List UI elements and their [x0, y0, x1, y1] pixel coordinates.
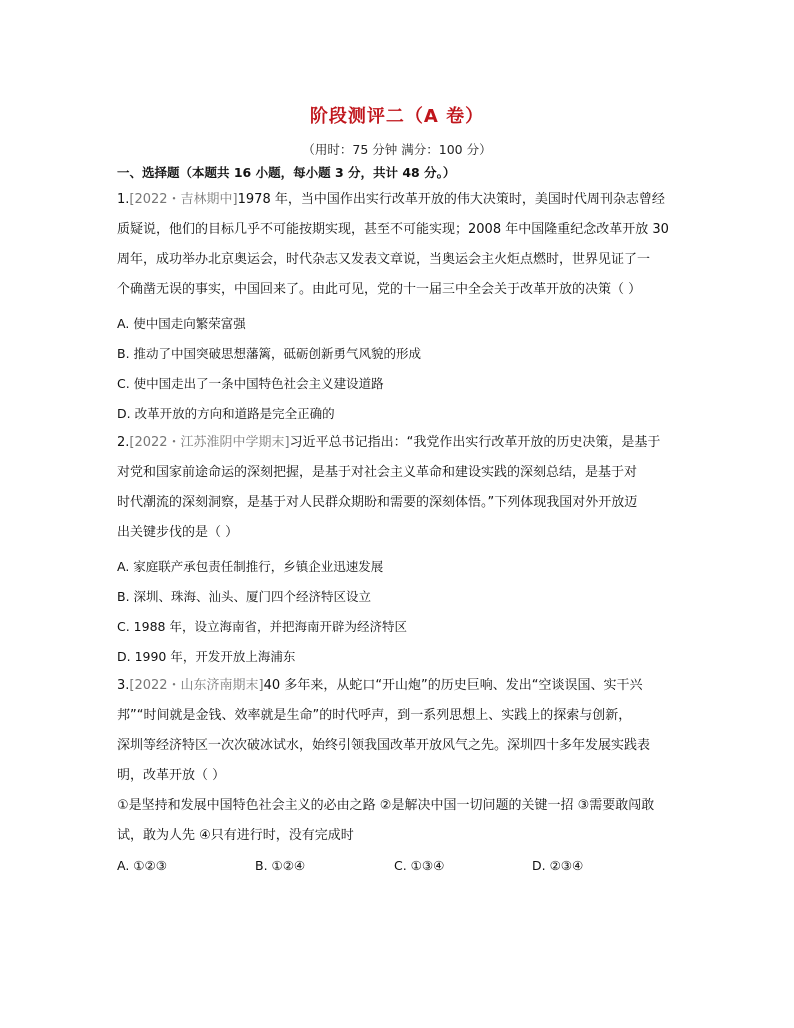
question-text: 习近平总书记指出：“我党作出实行改革开放的历史决策，是基于: [289, 435, 661, 450]
option-d: D. 1990 年，开发开放上海浦东: [117, 649, 296, 664]
question-3-line-3: 深圳等经济特区一次次破冰试水，始终引领我国改革开放风气之先。深圳四十多年发展实践表: [117, 738, 651, 753]
question-1-line-2: 质疑说，他们的目标几乎不可能按期实现，甚至不可能实现；2008 年中国隆重纪念改革开放 30: [117, 222, 669, 237]
question-number: 2.: [117, 435, 130, 450]
question-3-line-1: [117, 671, 689, 701]
question-3-line-6: 试，敢为人先 ④只有进行时，没有完成时: [117, 828, 354, 843]
page-title: 阶段测评二（A 卷）: [309, 106, 485, 127]
exam-info: （用时：75 分钟 满分：100 分）: [302, 142, 492, 157]
option-a: A. 使中国走向繁荣富强: [117, 316, 246, 331]
question-source: [2022・山东济南期末]: [129, 678, 264, 693]
question-3-line-4: 明，改革开放（ ）: [117, 768, 226, 783]
option-a: A. ①②③: [117, 858, 167, 873]
question-text: 40 多年来，从蛇口“开山炮”的历史巨响、发出“空谈误国、实干兴: [263, 678, 643, 693]
question-1-line-1: [117, 185, 689, 215]
option-d: D. ②③④: [532, 858, 584, 873]
question-number: 3.: [117, 678, 130, 693]
question-3-line-5: ①是坚持和发展中国特色社会主义的必由之路 ②是解决中国一切问题的关键一招 ③需要敢闯敢: [117, 798, 655, 813]
question-source: [2022・吉林期中]: [129, 192, 238, 207]
option-b: B. 深圳、珠海、汕头、厦门四个经济特区设立: [117, 589, 372, 604]
question-3-line-2: 邦”“时间就是金钱、效率就是生命”的时代呼声，到一系列思想上、实践上的探索与创新，: [117, 708, 632, 723]
option-d: D. 改革开放的方向和道路是完全正确的: [117, 406, 335, 421]
question-2-line-3: 时代潮流的深刻洞察，是基于对人民群众期盼和需要的深刻体悟。”下列体现我国对外开放迈: [117, 495, 638, 510]
option-b: B. 推动了中国突破思想藩篱，砥砺创新勇气风貌的形成: [117, 346, 422, 361]
option-c: C. 使中国走出了一条中国特色社会主义建设道路: [117, 376, 384, 391]
option-c: C. 1988 年，设立海南省，并把海南开辟为经济特区: [117, 619, 407, 634]
question-3: [117, 671, 689, 851]
section-heading: 一、选择题（本题共 16 小题，每小题 3 分，共计 48 分。）: [117, 165, 456, 180]
question-2-line-1: [117, 428, 689, 458]
question-text: 1978 年，当中国作出实行改革开放的伟大决策时，美国时代周刊杂志曾经: [237, 192, 665, 207]
question-1-line-4: 个确凿无误的事实，中国回来了。由此可见，党的十一届三中全会关于改革开放的决策（ ）: [117, 282, 642, 297]
question-1-line-3: 周年，成功举办北京奥运会，时代杂志又发表文章说，当奥运会主火炬点燃时，世界见证了一: [117, 252, 651, 267]
question-2-line-4: 出关键步伐的是（ ）: [117, 525, 239, 540]
question-1: [117, 185, 689, 305]
option-a: A. 家庭联产承包责任制推行，乡镇企业迅速发展: [117, 559, 384, 574]
question-2-line-2: 对党和国家前途命运的深刻把握，是基于对社会主义革命和建设实践的深刻总结，是基于对: [117, 465, 638, 480]
option-b: B. ①②④: [255, 858, 306, 873]
question-2: [117, 428, 689, 548]
question-source: [2022・江苏淮阴中学期末]: [129, 435, 290, 450]
question-number: 1.: [117, 192, 130, 207]
option-c: C. ①③④: [394, 858, 445, 873]
